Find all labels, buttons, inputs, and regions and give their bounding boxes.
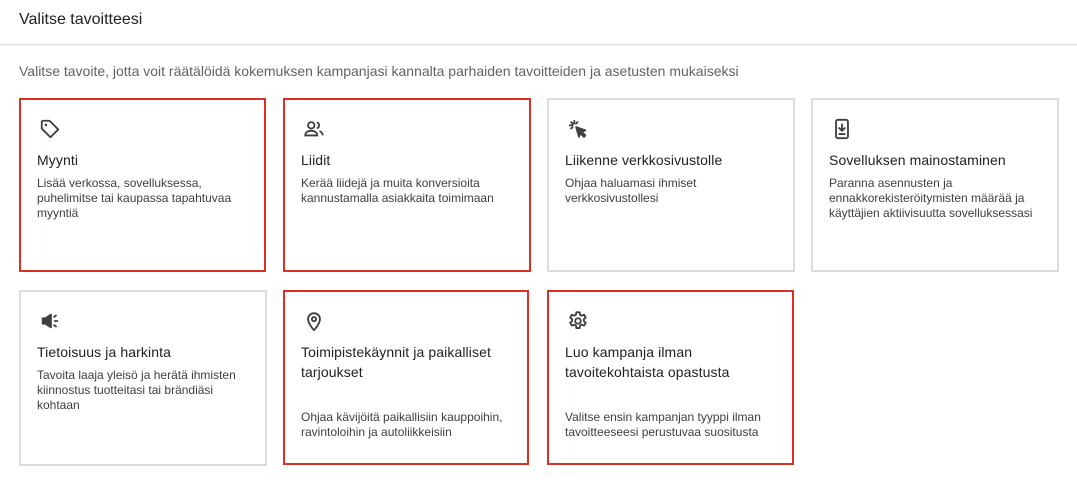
goal-title: Liikenne verkkosivustolle — [565, 152, 723, 168]
page-subtitle: Valitse tavoite, jotta voit räätälöidä kokemuksen kampanjasi kannalta parhaiden tavoitteiden ja asetusten mukaiseksi — [19, 63, 739, 79]
megaphone-icon — [39, 310, 63, 334]
goal-title: Luo kampanja ilman tavoitekohtaista opastusta — [565, 344, 730, 380]
cursor-click-icon — [567, 118, 591, 142]
page-title: Valitse tavoitteesi — [19, 11, 143, 28]
tag-icon — [39, 118, 63, 142]
goal-card-sales[interactable] — [19, 98, 266, 272]
goal-card-app-promotion[interactable] — [811, 98, 1059, 272]
goal-description: Ohjaa kävijöitä paikallisiin kauppoihin, ravintoloihin ja autoliikkeisiin — [301, 410, 503, 439]
goal-description: Ohjaa haluamasi ihmiset verkkosivustollesi — [565, 176, 697, 205]
goal-description: Lisää verkossa, sovelluksessa, puhelimitse tai kaupassa tapahtuvaa myyntiä — [37, 176, 232, 220]
goal-title: Tietoisuus ja harkinta — [37, 344, 171, 360]
goal-card-website-traffic[interactable] — [547, 98, 795, 272]
goal-description: Valitse ensin kampanjan tyyppi ilman tavoitteeseesi perustuvaa suositusta — [565, 410, 761, 439]
location-pin-icon — [303, 310, 327, 334]
goal-card-leads[interactable] — [283, 98, 531, 272]
goal-card-local-store-visits[interactable] — [283, 290, 529, 465]
people-icon — [303, 118, 327, 142]
goal-description: Paranna asennusten ja ennakkorekisteröitymisten määrää ja käyttäjien aktiivisuutta sovelluksessasi — [829, 176, 1033, 220]
goal-card-awareness[interactable] — [19, 290, 267, 466]
goal-description: Kerää liidejä ja muita konversioita kannustamalla asiakkaita toimimaan — [301, 176, 494, 205]
goal-card-no-goal-guidance[interactable] — [547, 290, 794, 465]
mobile-download-icon — [831, 118, 855, 142]
goal-title: Sovelluksen mainostaminen — [829, 152, 1006, 168]
page-header — [0, 0, 1077, 45]
goal-title: Liidit — [301, 152, 331, 168]
goal-title: Myynti — [37, 152, 79, 168]
gear-icon — [567, 310, 591, 334]
goal-description: Tavoita laaja yleisö ja herätä ihmisten kiinnostus tuotteitasi tai brändiäsi kohtaan — [37, 368, 236, 412]
goal-title: Toimipistekäynnit ja paikalliset tarjoukset — [301, 344, 491, 380]
